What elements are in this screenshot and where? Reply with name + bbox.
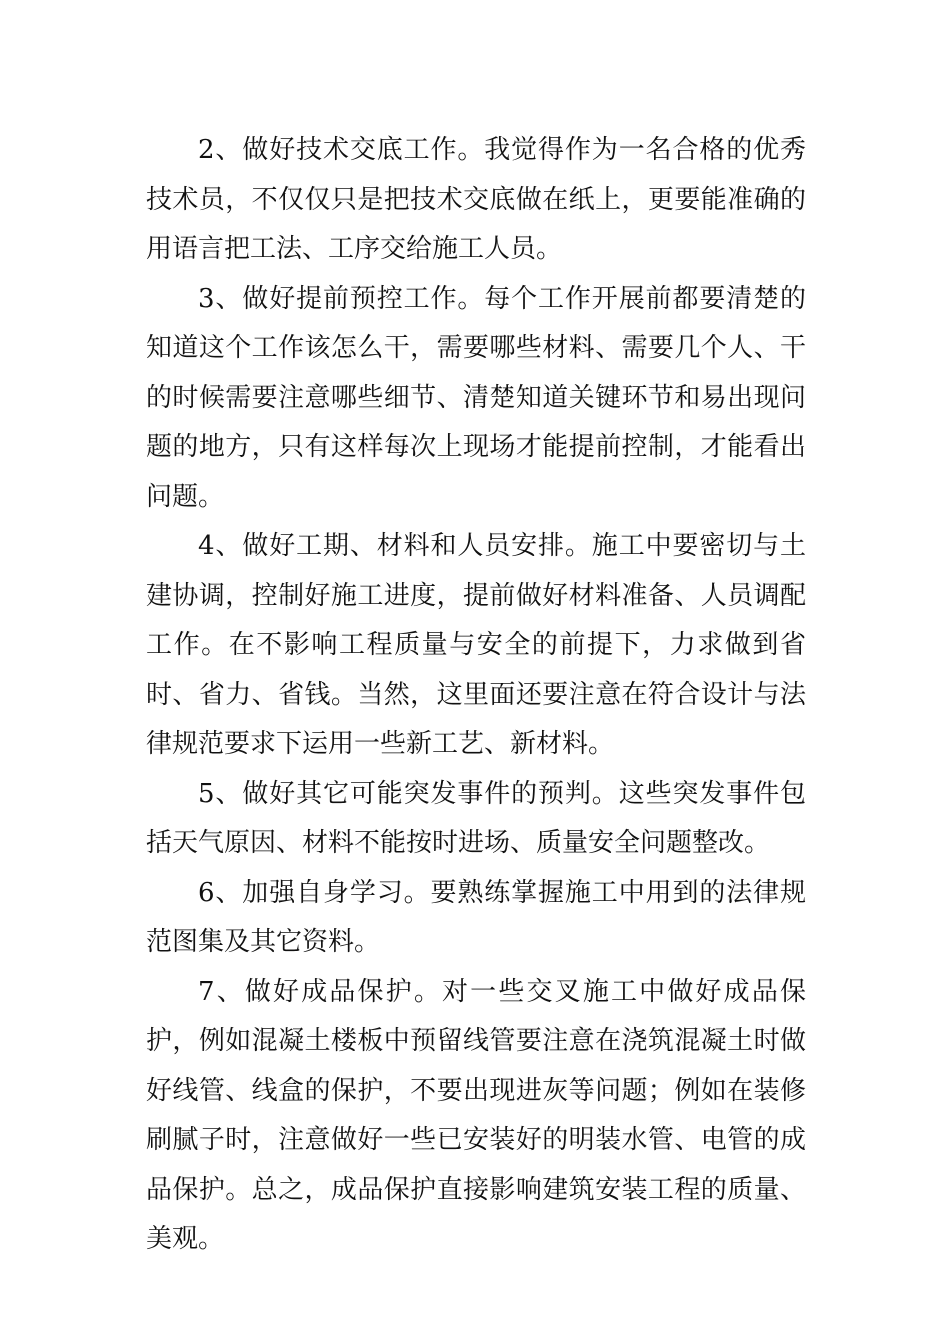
paragraph-technical-briefing: 2、做好技术交底工作。我觉得作为一名合格的优秀技术员，不仅仅只是把技术交底做在纸上，更要能准确的用语言把工法、工序交给施工人员。 [146, 135, 806, 264]
paragraph-advance-control: 3、做好提前预控工作。每个工作开展前都要清楚的知道这个工作该怎么干，需要哪些材料、需要几个人、干的时候需要注意哪些细节、清楚知道关键环节和易出现问题的地方，只有这样每次上现场才能提前控制，才能看出问题。 [146, 283, 806, 512]
document-body [146, 126, 806, 1265]
paragraph-product-protection: 7、做好成品保护。对一些交叉施工中做好成品保护，例如混凝土楼板中预留线管要注意在浇筑混凝土时做好线管、线盒的保护，不要出现进灰等问题；例如在装修刷腻子时，注意做好一些已安装好的明装水管、电管的成品保护。总之，成品保护直接影响建筑安装工程的质量、美观。 [146, 976, 806, 1254]
paragraph-emergency-prediction: 5、做好其它可能突发事件的预判。这些突发事件包括天气原因、材料不能按时进场、质量安全问题整改。 [146, 778, 806, 858]
paragraph-self-study: 6、加强自身学习。要熟练掌握施工中用到的法律规范图集及其它资料。 [146, 877, 806, 957]
paragraph-schedule-arrangement: 4、做好工期、材料和人员安排。施工中要密切与土建协调，控制好施工进度，提前做好材料准备、人员调配工作。在不影响工程质量与安全的前提下，力求做到省时、省力、省钱。当然，这里面还要注意在符合设计与法律规范要求下运用一些新工艺、新材料。 [146, 531, 806, 759]
